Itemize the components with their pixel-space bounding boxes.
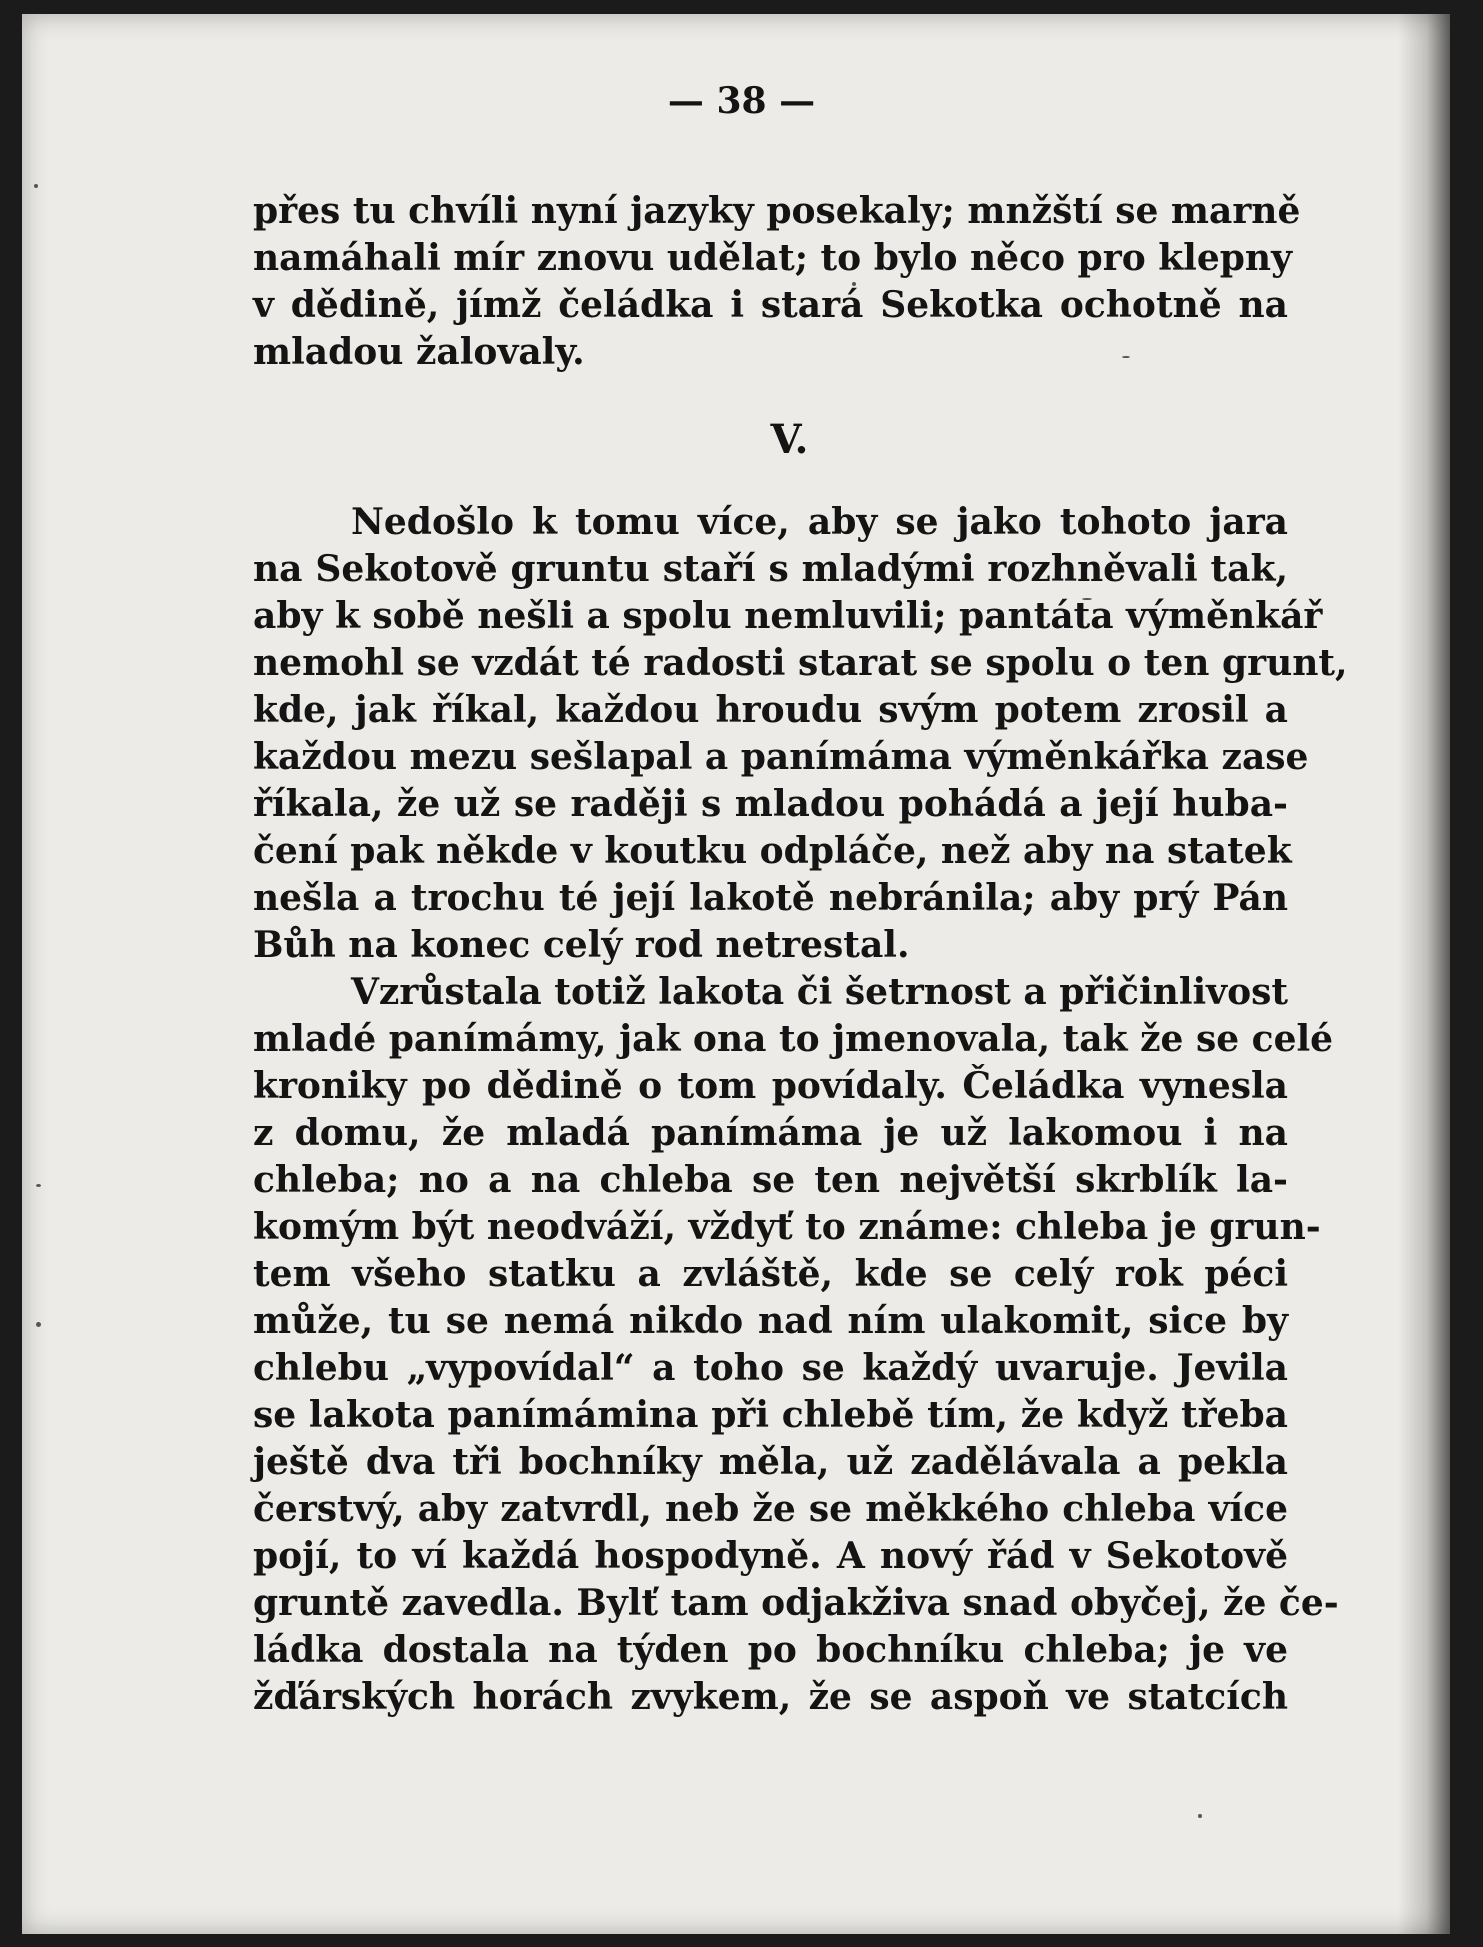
text-line: tem všeho statku a zvláště, kde se celý rok péci [253, 1253, 1288, 1295]
text-line: Nedošlo k tomu více, aby se jako tohoto jara [351, 501, 1288, 543]
text-line: každou mezu sešlapal a panímáma výměnkářka zase [253, 736, 1309, 778]
text-line: může, tu se nemá nikdo nad ním ulakomit, sice by [253, 1300, 1288, 1342]
text-line: čení pak někde v koutku odpláče, než aby na statek [253, 830, 1292, 872]
paragraph-2 [253, 499, 1348, 969]
text-line: říkala, že už se raději s mladou pohádá a její huba- [253, 783, 1288, 825]
page-text [253, 188, 1348, 1721]
text-line: komým být neodváží, vždyť to známe: chleba je grun- [253, 1206, 1321, 1248]
text-line: na Sekotově gruntu staří s mladými rozhněvali tak, [253, 548, 1288, 590]
text-line: namáhali mír znovu udělat; to bylo něco pro klepny [253, 237, 1293, 279]
paper-speck [36, 1184, 41, 1187]
text-line: v dědině, jímž čeládka i stará Sekotka ochotně na [253, 284, 1288, 326]
text-line: chleba; no a na chleba se ten největší skrblík la- [253, 1159, 1288, 1201]
text-line: z domu, že mladá panímáma je už lakomou i na [253, 1112, 1288, 1154]
text-line: ládka dostala na týden po bochníku chleba; je ve [253, 1629, 1288, 1671]
text-line: se lakota panímámina při chlebě tím, že když třeba [253, 1394, 1288, 1436]
text-line: nešla a trochu té její lakotě nebránila; aby prý Pán [253, 877, 1288, 919]
text-line: ještě dva tři bochníky měla, už zadělávala a pekla [253, 1441, 1288, 1483]
text-line: kde, jak říkal, každou hroudu svým potem zrosil a [253, 689, 1288, 731]
page-spine-shadow [1398, 14, 1450, 1934]
text-line: mladé panímámy, jak ona to jmenovala, tak že se celé [253, 1018, 1334, 1060]
text-line: mladou žalovaly. [253, 331, 585, 373]
text-line: kroniky po dědině o tom povídaly. Čeládka vynesla [253, 1065, 1288, 1107]
text-line: aby k sobě nešli a spolu nemluvili; pantáta výměnkář [253, 595, 1323, 637]
text-line: přes tu chvíli nyní jazyky posekaly; mnžští se marně [253, 190, 1301, 232]
paper-speck [34, 184, 38, 188]
page-number: — 38 — [667, 80, 816, 122]
text-line: chlebu „vypovídal“ a toho se každý uvaruje. Jevila [253, 1347, 1288, 1389]
text-line: čerstvý, aby zatvrdl, neb že se měkkého chleba více [253, 1488, 1288, 1530]
paper-speck [1198, 1814, 1202, 1818]
text-line: pojí, to ví každá hospodyně. A nový řád v Sekotově [253, 1535, 1288, 1577]
paragraph-1 [253, 188, 1301, 376]
text-line: gruntě zavedla. Bylť tam odjakživa snad obyčej, že če- [253, 1582, 1339, 1624]
text-line: Bůh na konec celý rod netrestal. [253, 924, 910, 966]
text-line: žďárských horách zvykem, že se aspoň ve statcích [253, 1676, 1288, 1718]
paragraph-3 [253, 969, 1339, 1721]
chapter-heading: V. [770, 416, 809, 463]
text-line: nemohl se vzdát té radosti starat se spolu o ten grunt, [253, 642, 1348, 684]
text-line: Vzrůstala totiž lakota či šetrnost a přičinlivost [351, 971, 1288, 1013]
paper-speck [36, 1322, 41, 1327]
